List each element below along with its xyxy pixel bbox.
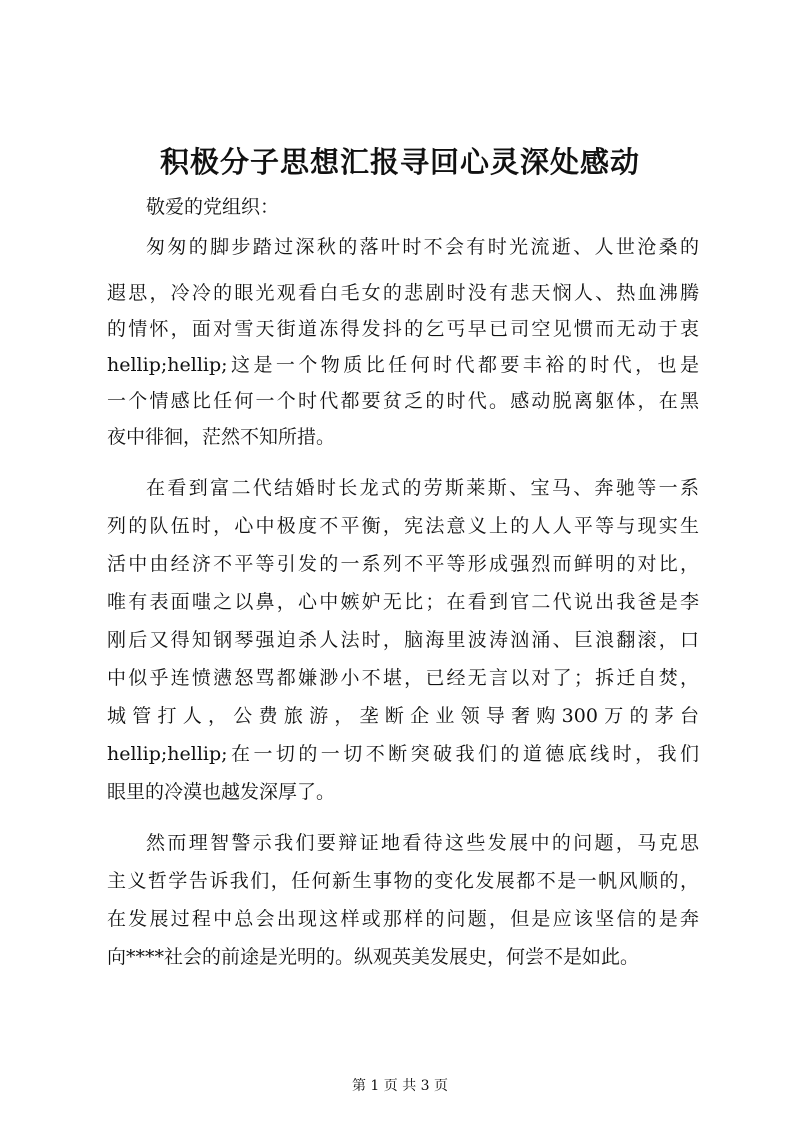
paragraph-line: 的情怀，面对雪天街道冻得发抖的乞丐早已司空见惯而无动于衷: [107, 318, 699, 340]
paragraph-line: 向****社会的前途是光明的。纵观英美发展史，何尝不是如此。: [107, 946, 640, 968]
paragraph-line: 城管打人，公费旅游，垄断企业领导奢购300万的茅台: [107, 705, 699, 727]
paragraph-line: 一个情感比任何一个时代都要贫乏的时代。感动脱离躯体，在黑: [107, 390, 699, 412]
paragraph-line: 夜中徘徊，茫然不知所措。: [107, 426, 336, 448]
paragraph-line: 匆匆的脚步踏过深秋的落叶时不会有时光流逝、人世沧桑的: [146, 236, 699, 258]
paragraph-line: 在看到富二代结婚时长龙式的劳斯莱斯、宝马、奔驰等一系: [146, 477, 699, 499]
paragraph-line: hellip;hellip;这是一个物质比任何时代都要丰裕的时代，也是: [107, 354, 699, 376]
document-title: 积极分子思想汇报寻回心灵深处感动: [159, 145, 640, 179]
paragraph-line: 主义哲学告诉我们，任何新生事物的变化发展都不是一帆风顺的，: [107, 870, 699, 892]
paragraph-line: 刚后又得知钢琴强迫杀人法时，脑海里波涛汹涌、巨浪翻滚，口: [107, 629, 699, 651]
paragraph-line: 在发展过程中总会出现这样或那样的问题，但是应该坚信的是奔: [107, 908, 699, 930]
page-footer: 第 1 页 共 3 页: [351, 1078, 449, 1094]
paragraph-line: 然而理智警示我们要辩证地看待这些发展中的问题，马克思: [146, 832, 699, 854]
paragraph-line: 遐思，冷冷的眼光观看白毛女的悲剧时没有悲天悯人、热血沸腾: [107, 282, 699, 304]
paragraph-line: 列的队伍时，心中极度不平衡，宪法意义上的人人平等与现实生: [107, 515, 699, 537]
paragraph-line: 中似乎连愤懑怒骂都嫌渺小不堪，已经无言以对了；拆迁自焚，: [107, 667, 699, 689]
paragraph-line: 活中由经济不平等引发的一系列不平等形成强烈而鲜明的对比，: [107, 553, 699, 575]
salutation: 敬爱的党组织：: [146, 196, 280, 218]
paragraph-line: hellip;hellip;在一切的一切不断突破我们的道德底线时，我们: [107, 743, 699, 765]
paragraph-line: 唯有表面嗤之以鼻，心中嫉妒无比；在看到官二代说出我爸是李: [107, 591, 699, 613]
paragraph-line: 眼里的冷漠也越发深厚了。: [107, 781, 336, 803]
